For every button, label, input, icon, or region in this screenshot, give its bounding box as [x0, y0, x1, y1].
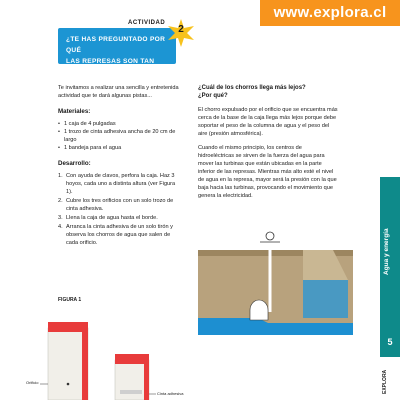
label-tape: Cinta adhesiva [157, 391, 184, 396]
right-column [198, 84, 338, 206]
reservoir-water [303, 280, 348, 318]
step-number: 1. [58, 173, 63, 179]
step-text: Cubre los tres orificios con un solo trozo de cinta adhesiva. [66, 198, 174, 212]
side-tab [380, 177, 400, 357]
question-line2: ¿Por qué? [198, 93, 228, 99]
step-number: 2. [58, 198, 63, 204]
activity-title-line1: ¿TE HAS PREGUNTADO POR QUÉ [66, 36, 166, 54]
turbine-house [250, 300, 268, 320]
list-item: • 1 caja de 4 pulgadas [58, 120, 183, 128]
label-hole: Orificio [26, 380, 39, 385]
tape-strip [120, 390, 142, 394]
list-item [58, 197, 183, 213]
valve-icon [266, 232, 274, 240]
hole-mark [67, 383, 70, 386]
procedure-title: Desarrollo: [58, 160, 91, 167]
left-column [58, 84, 183, 248]
activity-number-badge [166, 18, 196, 48]
page-number: 5 [387, 337, 393, 347]
list-item [58, 214, 183, 222]
step-text: Con ayuda de clavos, perfora la caja. Haz 3 hoyos, cada uno a distinta altura (ver Figura 1). [66, 173, 176, 195]
step-number: 3. [58, 215, 63, 221]
intro-text: Te invitamos a realizar una sencilla y entretenida actividad que te dará algunas pistas... [58, 85, 179, 99]
activity-title-line2: LAS REPRESAS SON TAN ALTAS? [66, 58, 155, 76]
box-left-stripe [82, 328, 88, 400]
materials-list [58, 120, 183, 152]
site-url-banner[interactable]: www.explora.cl [260, 0, 400, 26]
procedure-steps [58, 172, 183, 247]
list-item [58, 172, 183, 196]
list-item: • 1 bandeja para el agua [58, 144, 183, 152]
activity-number: 2 [178, 24, 184, 35]
activity-label: ACTIVIDAD [128, 20, 166, 26]
step-text: Llena la caja de agua hasta el borde. [66, 215, 158, 221]
list-item [58, 223, 183, 247]
step-number: 4. [58, 224, 63, 230]
dam-illustration [198, 220, 353, 335]
question-title [198, 84, 338, 100]
footer-tab-text: EXPLORA [382, 369, 388, 395]
activity-header [58, 28, 176, 76]
question-line1: ¿Cuál de los chorros llega más lejos? [198, 85, 306, 91]
step-text: Arranca la cinta adhesiva de un solo tirón y observa los chorros de agua que salen de cada orificio. [66, 224, 173, 246]
explanation-para1: El chorro expulsado por el orificio que se encuentra más cerca de la base de la caja llega más lejos porque debe soportar el peso de la columna de agua y el peso del aire (presión atmosférica). [198, 107, 338, 137]
materials-title: Materiales: [58, 108, 91, 115]
box-right-stripe [144, 360, 149, 400]
figure-label: FIGURA 1 [58, 297, 82, 303]
explanation-para2: Cuando el mismo principio, los centros de hidroeléctricas se sirven de la fuerza del agua para mover las turbinas que están ubicadas en la parte inferior de las represas. Mientras más alto esté el nivel de agua en la represa, mayor será la presión con la que baja hacia las turbinas, provocando el movimiento que genera la electricidad. [198, 145, 337, 199]
footer-tab [382, 364, 398, 400]
box-right-cap [115, 354, 149, 364]
side-tab-text: Agua y energía [383, 228, 390, 276]
list-item: • 1 trozo de cinta adhesiva ancha de 20 cm de largo [58, 128, 183, 144]
box-illustration [20, 318, 180, 400]
